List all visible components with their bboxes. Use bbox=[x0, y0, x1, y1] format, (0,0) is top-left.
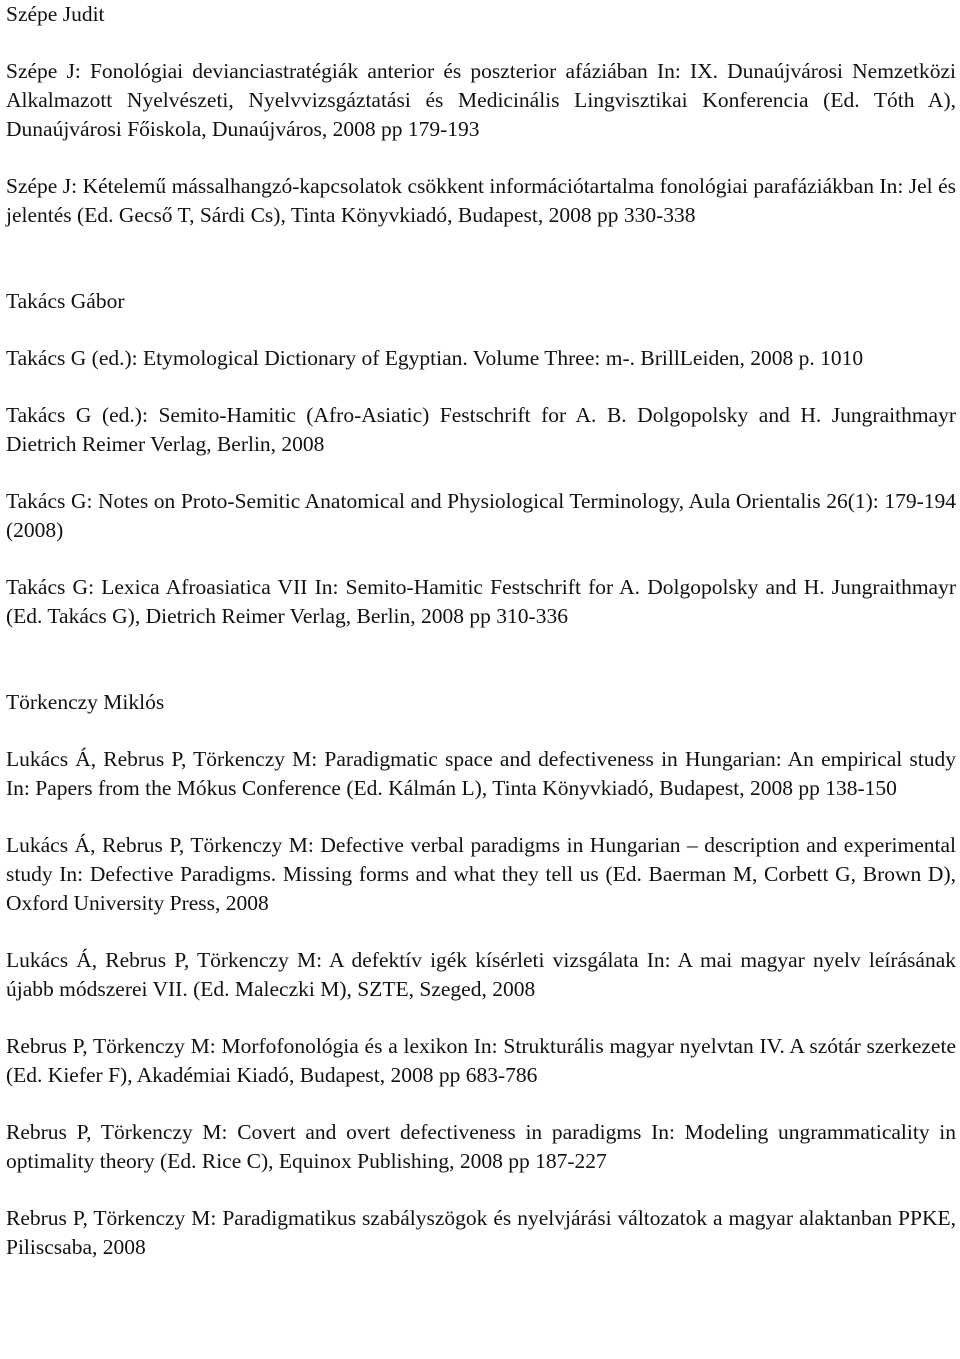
bibliography-entry: Lukács Á, Rebrus P, Törkenczy M: A defektív igék kísérleti vizsgálata In: A mai magyar nyelv leírásának újabb módszerei VII. (Ed. Maleczki M), SZTE, Szeged, 2008 bbox=[6, 948, 956, 1001]
bibliography-entry: Takács G (ed.): Semito-Hamitic (Afro-Asiatic) Festschrift for A. B. Dolgopolsky and H. Jungraithmayr Dietrich Reimer Verlag, Berlin, 2008 bbox=[6, 403, 956, 456]
bibliography-entry: Rebrus P, Törkenczy M: Morfofonológia és a lexikon In: Strukturális magyar nyelvtan IV. A szótár szerkezete (Ed. Kiefer F), Akadémiai Kiadó, Budapest, 2008 pp 683-786 bbox=[6, 1034, 956, 1087]
bibliography-entry: Rebrus P, Törkenczy M: Covert and overt defectiveness in paradigms In: Modeling ungrammaticality in optimality theory (Ed. Rice C), Equinox Publishing, 2008 pp 187-227 bbox=[6, 1120, 956, 1173]
bibliography-entry: Szépe J: Kételemű mássalhangzó-kapcsolatok csökkent információtartalma fonológiai parafáziákban In: Jel és jelentés (Ed. Gecső T, Sárdi Cs), Tinta Könyvkiadó, Budapest, 2008 pp 330-338 bbox=[6, 174, 956, 227]
bibliography-entry: Rebrus P, Törkenczy M: Paradigmatikus szabályszögok és nyelvjárási változatok a magyar alaktanban PPKE, Piliscsaba, 2008 bbox=[6, 1206, 956, 1259]
bibliography-entry: Lukács Á, Rebrus P, Törkenczy M: Paradigmatic space and defectiveness in Hungarian: An empirical study In: Papers from the Mókus Conference (Ed. Kálmán L), Tinta Könyvkiadó, Budapest, 2008 pp 138-150 bbox=[6, 747, 956, 800]
bibliography-entry: Takács G: Notes on Proto-Semitic Anatomical and Physiological Terminology, Aula Orientalis 26(1): 179-194 (2008) bbox=[6, 489, 956, 542]
author-heading: Szépe Judit bbox=[6, 2, 105, 26]
author-heading: Törkenczy Miklós bbox=[6, 690, 165, 714]
bibliography-entry: Szépe J: Fonológiai devianciastratégiák anterior és poszterior afáziában In: IX. Dunaújvárosi Nemzetközi Alkalmazott Nyelvészeti, Nyelvvizsgáztatási és Medicinális Lingvisztikai Konferencia (Ed. Tóth A), Dunaújvárosi Főiskola, Dunaújváros, 2008 pp 179-193 bbox=[6, 59, 956, 141]
author-heading: Takács Gábor bbox=[6, 289, 125, 313]
bibliography-entry: Takács G (ed.): Etymological Dictionary of Egyptian. Volume Three: m-. BrillLeiden, 2008 p. 1010 bbox=[6, 346, 864, 370]
bibliography-entry: Takács G: Lexica Afroasiatica VII In: Semito-Hamitic Festschrift for A. Dolgopolsky and H. Jungraithmayr (Ed. Takács G), Dietrich Reimer Verlag, Berlin, 2008 pp 310-336 bbox=[6, 575, 956, 628]
bibliography-entry: Lukács Á, Rebrus P, Törkenczy M: Defective verbal paradigms in Hungarian – description and experimental study In: Defective Paradigms. Missing forms and what they tell us (Ed. Baerman M, Corbett G, Brown D), Oxford University Press, 2008 bbox=[6, 833, 956, 915]
document-page bbox=[6, 0, 956, 1262]
